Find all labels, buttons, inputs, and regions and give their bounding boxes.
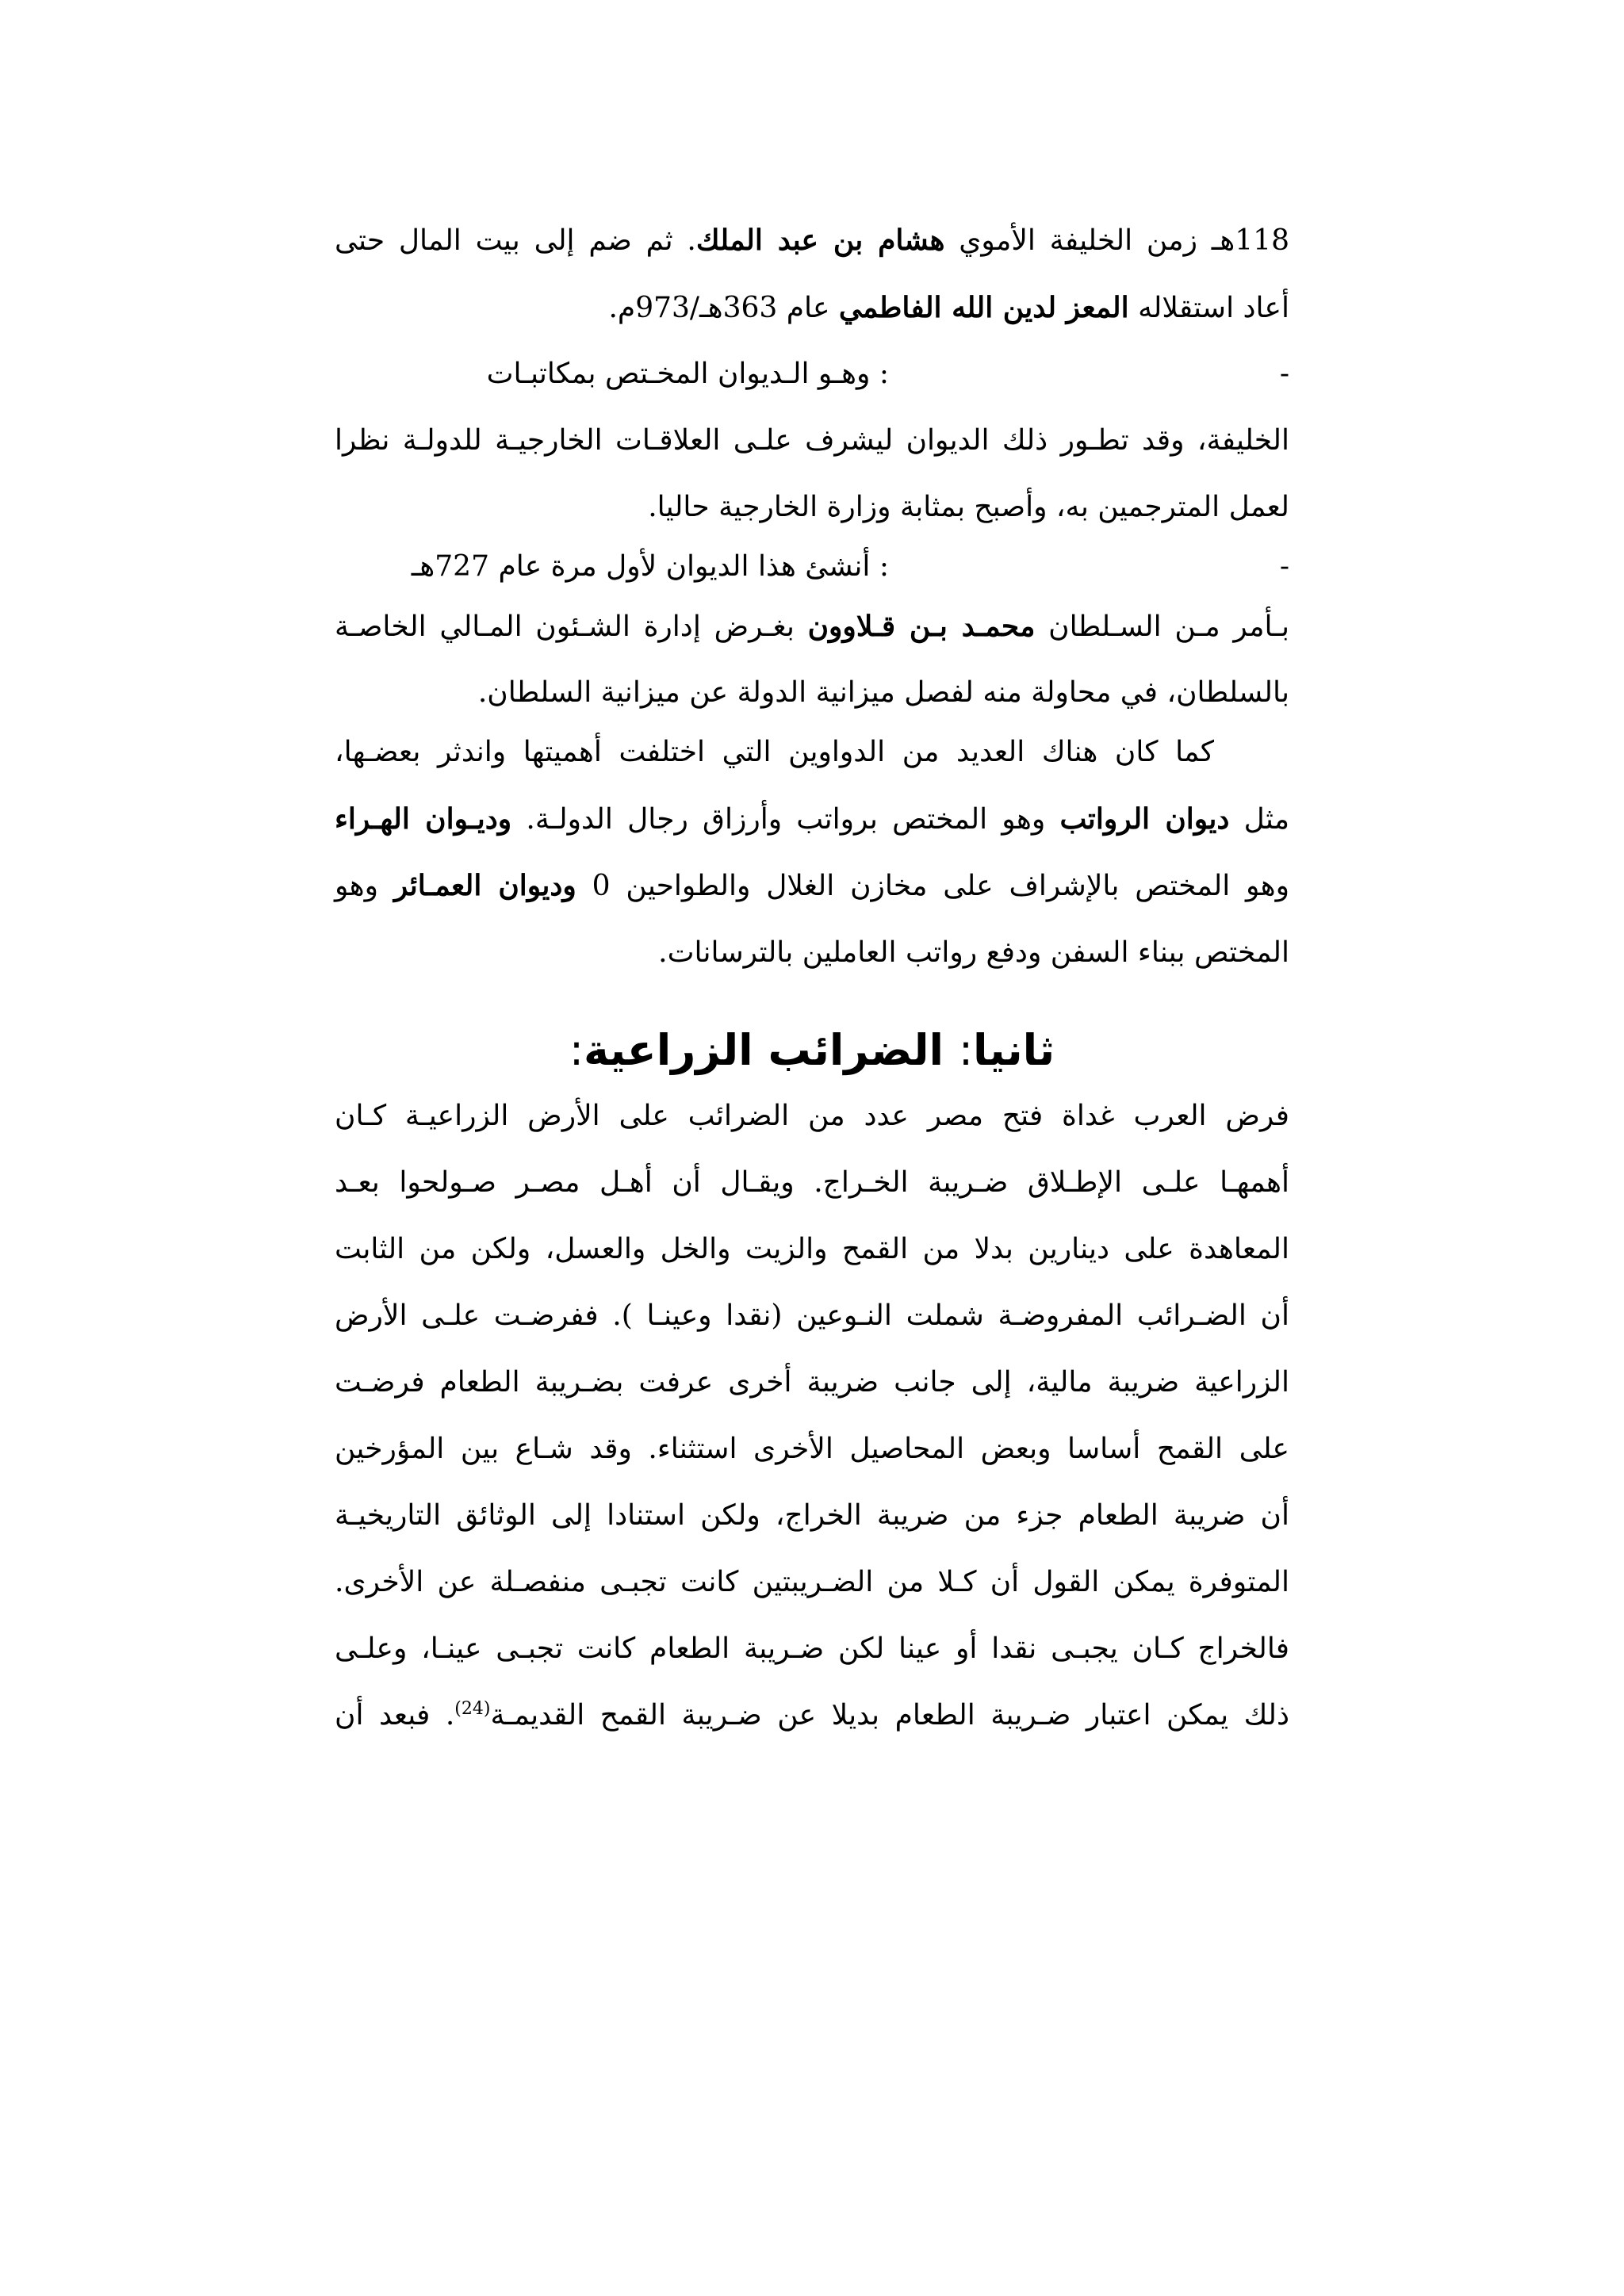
- footnote-reference: (24): [454, 1699, 491, 1719]
- person-name: محمـد بـن قـلاوون: [807, 610, 1036, 643]
- text-line: المختص ببناء السفن ودفع رواتب العاملين بالترسانات.: [658, 936, 1289, 969]
- paragraph-first-line: كما كان هناك العديد من الدواوين التي اختلفت أهميتها واندثر بعضـها،: [335, 736, 1214, 768]
- text-line: وهو المختص بالإشراف على مخازن الغلال والطواحين 0 وديوان العمـائر وهو: [335, 869, 1290, 902]
- text-line: أن ضريبة الطعام جزء من ضريبة الخراج، ولكن استنادا إلى الوثائق التاريخيـة: [335, 1499, 1289, 1532]
- section-heading: ثانيا: الضرائب الزراعية:: [569, 1025, 1055, 1075]
- list-item-text: : وهـو الـديوان المخـتص بمكاتبـات: [486, 358, 889, 390]
- list-item-header: [335, 541, 1289, 592]
- list-dash: -: [1279, 550, 1289, 583]
- person-name: المعز لدين الله الفاطمي: [838, 291, 1129, 324]
- list-dash: -: [1279, 358, 1289, 390]
- text-line: المعاهدة على دينارين بدلا من القمح والزيت والخل والعسل، ولكن من الثابت: [335, 1233, 1289, 1265]
- diwan-name: وديـوان الهـراء: [335, 802, 512, 836]
- text-line: 118هـ زمن الخليفة الأموي هشام بن عبد الملك. ثم ضم إلى بيت المال حتى: [335, 224, 1289, 257]
- text-line: على القمح أساسا وبعض المحاصيل الأخرى استثناء. وقد شـاع بين المؤرخين: [335, 1433, 1290, 1465]
- text-line: الخليفة، وقد تطـور ذلك الديوان ليشرف علـى العلاقـات الخارجيـة للدولـة نظرا: [335, 424, 1289, 457]
- person-name: هشام بن عبد الملك: [695, 224, 945, 257]
- text-line: بـأمر مـن السـلطان محمـد بـن قـلاوون بغـرض إدارة الشـئون المـالي الخاصـة: [335, 610, 1290, 643]
- text-line: أعاد استقلاله المعز لدين الله الفاطمي عام 363هـ/973م.: [608, 291, 1289, 324]
- text-line: بالسلطان، في محاولة منه لفصل ميزانية الدولة عن ميزانية السلطان.: [477, 676, 1289, 709]
- text-line: أن الضـرائب المفروضـة شملت النـوعين (نقدا وعينـا ). ففرضـت علـى الأرض: [335, 1299, 1289, 1332]
- text-line: المتوفرة يمكن القول أن كـلا من الضـريبتين كانت تجبـى منفصـلة عن الأخرى.: [335, 1566, 1289, 1598]
- text-line: أهمهـا علـى الإطـلاق ضـريبة الخـراج. ويقـال أن أهـل مصـر صـولحوا بعـد: [335, 1166, 1289, 1199]
- text-line: ذلك يمكن اعتبار ضـريبة الطعام بديلا عن ضـريبة القمح القديمـة$^{(24)}$. فبعد أن: [335, 1699, 1289, 1732]
- text-line: الزراعية ضريبة مالية، إلى جانب ضريبة أخرى عرفت بضـريبة الطعام فرضـت: [335, 1366, 1290, 1399]
- text-line: مثل ديوان الرواتب وهو المختص برواتب وأرزاق رجال الدولـة. وديـوان الهـراء: [335, 802, 1289, 836]
- text-line: لعمل المترجمين به، وأصبح بمثابة وزارة الخارجية حاليا.: [648, 491, 1289, 523]
- diwan-name: ديوان الرواتب: [1059, 802, 1230, 836]
- text-line: فالخراج كـان يجبـى نقدا أو عينا لكن ضـريبة الطعام كانت تجبـى عينـا، وعلـى: [335, 1632, 1289, 1665]
- list-item-header: [335, 349, 1289, 400]
- text-line: فرض العرب غداة فتح مصر عدد من الضرائب على الأرض الزراعيـة كـان: [335, 1100, 1289, 1132]
- diwan-name: وديوان العمـائر: [393, 869, 576, 902]
- list-item-text: : أنشئ هذا الديوان لأول مرة عام 727هـ: [411, 550, 889, 583]
